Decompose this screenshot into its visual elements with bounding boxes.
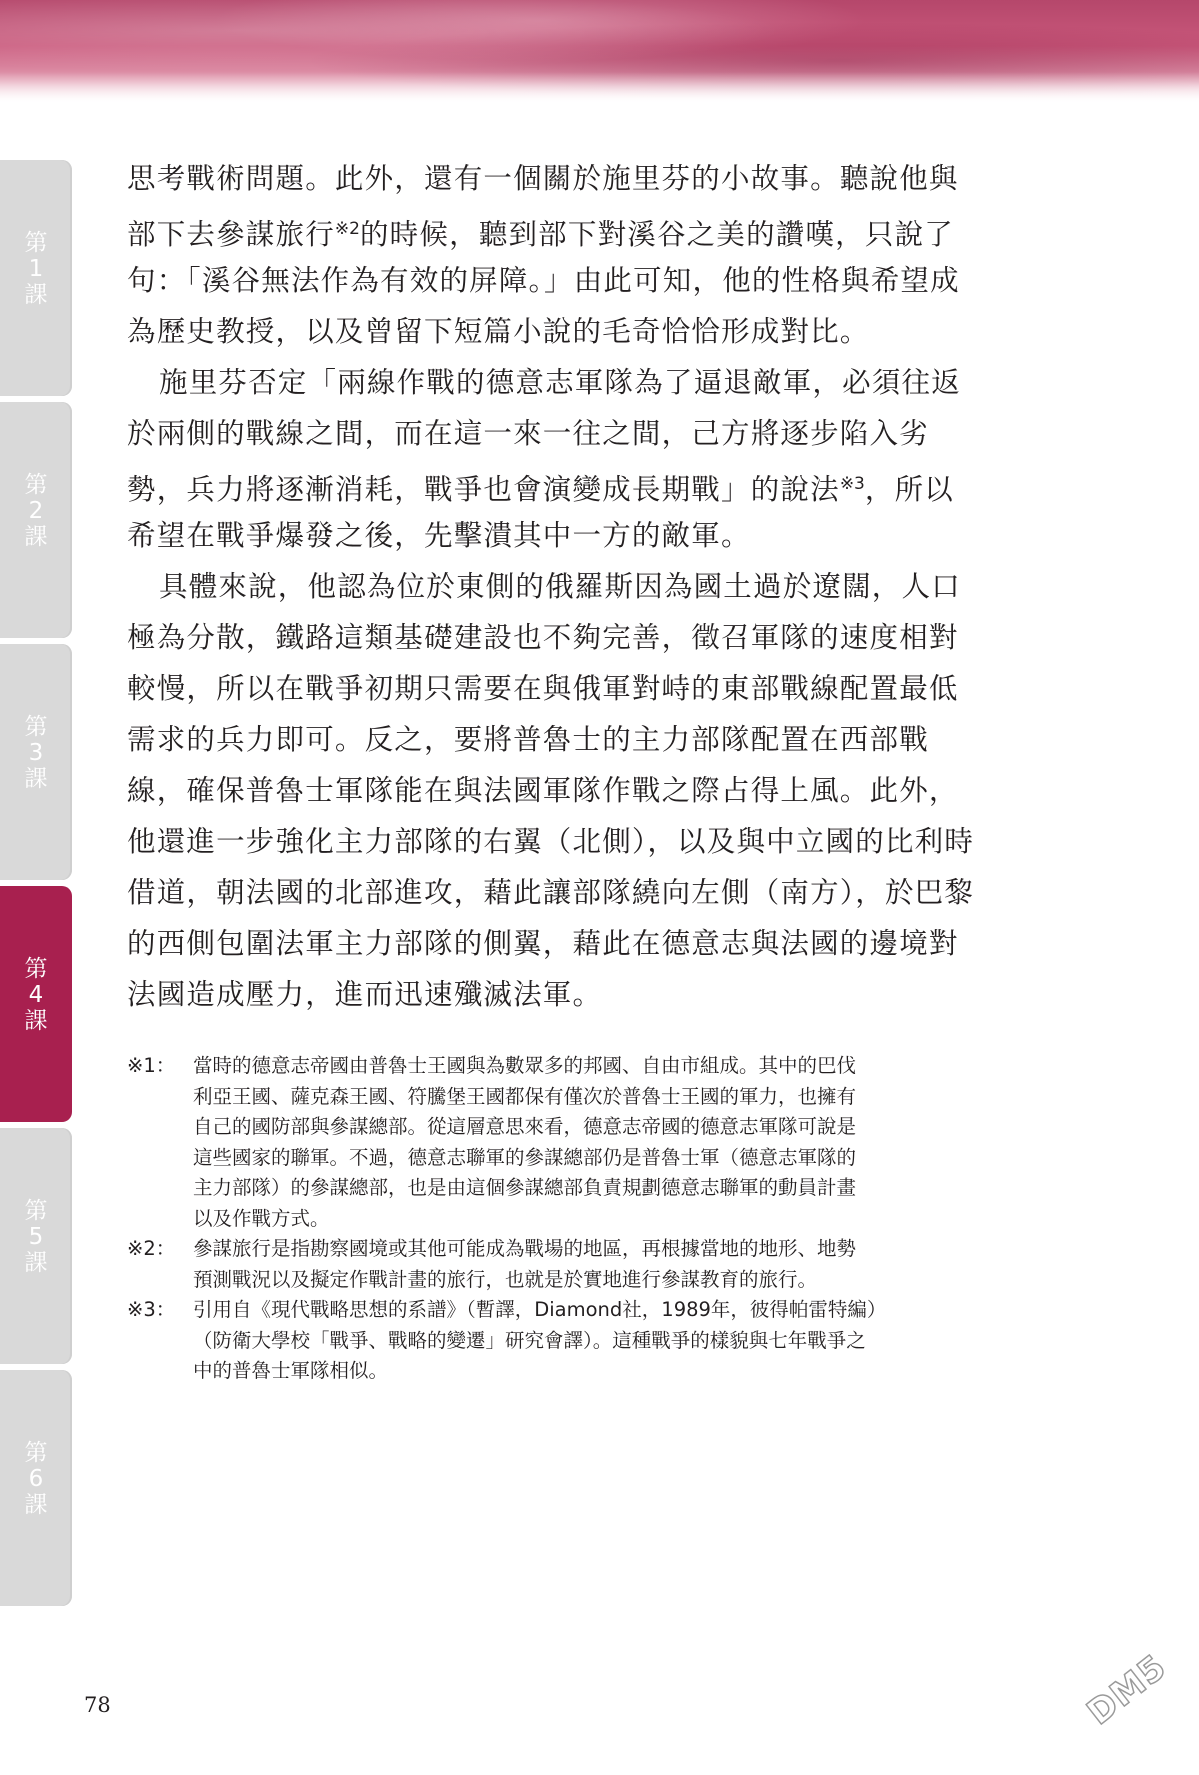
footnote-line: 中的普魯士軍隊相似。 (193, 1359, 389, 1382)
text-line: 思考戰術問題。此外，還有一個關於施里芬的小故事。聽說他與 (127, 162, 959, 195)
text-line: 法國造成壓力，進而迅速殲滅法軍。 (127, 978, 603, 1011)
tab-chapter-3[interactable]: 第 3 課 (0, 644, 72, 880)
footnote-line: 參謀旅行是指勘察國境或其他可能成為戰場的地區，再根據當地的地形、地勢 (193, 1237, 857, 1260)
text-line: 他還進一步強化主力部隊的右翼（北側），以及與中立國的比利時 (127, 825, 975, 858)
text-line: 勢，兵力將逐漸消耗，戰爭也會演變成長期戰」的說法$^{※3}$，所以 (127, 473, 954, 506)
text-line: 線，確保普魯士軍隊能在與法國軍隊作戰之際占得上風。此外， (127, 774, 959, 807)
footnote-line: 自己的國防部與參謀總部。從這層意思來看，德意志帝國的德意志軍隊可說是 (193, 1115, 857, 1138)
text-line: 於兩側的戰線之間，而在這一來一往之間，己方將逐步陷入劣 (127, 417, 929, 450)
text-line: 極為分散，鐵路這類基礎建設也不夠完善，徵召軍隊的速度相對 (127, 621, 959, 654)
text-line: 需求的兵力即可。反之，要將普魯士的主力部隊配置在西部戰 (127, 723, 929, 756)
paragraph-3 (127, 561, 1033, 1020)
footnote-2 (127, 1234, 1037, 1295)
text-line: 的西側包圍法軍主力部隊的側翼，藉此在德意志與法國的邊境對 (127, 927, 959, 960)
footnote-marker: ※2： (127, 1237, 176, 1260)
footnote-1 (127, 1051, 1037, 1234)
text-line: 具體來說，他認為位於東側的俄羅斯因為國土過於遼闊，人口 (159, 570, 961, 603)
footnote-line: 利亞王國、薩克森王國、符騰堡王國都保有僅次於普魯士王國的軍力，也擁有 (193, 1084, 857, 1108)
footnote-line: 主力部隊）的參謀總部，也是由這個參謀總部負責規劃德意志聯軍的動員計畫 (193, 1176, 857, 1199)
footnote-line: 預測戰況以及擬定作戰計畫的旅行，也就是於實地進行參謀教育的旅行。 (193, 1267, 818, 1291)
text-line: 句：「溪谷無法作為有效的屏障。」由此可知，他的性格與希望成 (127, 264, 960, 297)
footnote-line: （防衛大學校「戰爭、戰略的變遷」研究會譯）。這種戰爭的樣貌與七年戰爭之 (193, 1328, 866, 1352)
text-line: 部下去參謀旅行$^{※2}$的時候，聽到部下對溪谷之美的讚嘆，只說了 (127, 218, 954, 251)
tab-chapter-2[interactable]: 第 2 課 (0, 402, 72, 638)
text-line: 較慢，所以在戰爭初期只需要在與俄軍對峙的東部戰線配置最低 (127, 672, 959, 705)
paragraph-2 (127, 357, 1033, 561)
footnote-marker: ※1： (127, 1054, 176, 1077)
footnote-ref-2[interactable]: ※2 (334, 219, 360, 239)
text-line: 施里芬否定「兩線作戰的德意志軍隊為了逼退敵軍，必須往返 (159, 366, 961, 399)
footnote-line: 這些國家的聯軍。不過，德意志聯軍的參謀總部仍是普魯士軍（德意志軍隊的 (193, 1145, 857, 1169)
footnote-ref-3[interactable]: ※3 (839, 474, 865, 494)
text-line: 借道，朝法國的北部進攻，藉此讓部隊繞向左側（南方），於巴黎 (127, 876, 975, 909)
footnote-3 (127, 1295, 1037, 1387)
page-number: 78 (84, 1693, 111, 1717)
text-line: 希望在戰爭爆發之後，先擊潰其中一方的敵軍。 (127, 519, 751, 552)
tab-chapter-5[interactable]: 第 5 課 (0, 1128, 72, 1364)
footnote-line: 引用自《現代戰略思想的系譜》（暫譯，Diamond社，1989年，彼得帕雷特編） (193, 1298, 887, 1321)
watermark-logo: DM5 (1079, 1646, 1175, 1734)
paragraph-1 (127, 153, 1033, 357)
footnote-marker: ※3： (127, 1298, 176, 1321)
tab-chapter-1[interactable]: 第 1 課 (0, 160, 72, 396)
text-line: 為歷史教授，以及曾留下短篇小說的毛奇恰恰形成對比。 (127, 315, 870, 348)
body-text (127, 153, 1033, 1020)
footnotes (127, 1051, 1037, 1387)
header-decorative-band (0, 0, 1199, 102)
footnote-line: 以及作戰方式。 (193, 1206, 330, 1230)
tab-chapter-6[interactable]: 第 6 課 (0, 1370, 72, 1606)
footnote-line: 當時的德意志帝國由普魯士王國與為數眾多的邦國、自由市組成。其中的巴伐 (193, 1054, 857, 1077)
tab-chapter-4[interactable]: 第 4 課 (0, 886, 72, 1122)
